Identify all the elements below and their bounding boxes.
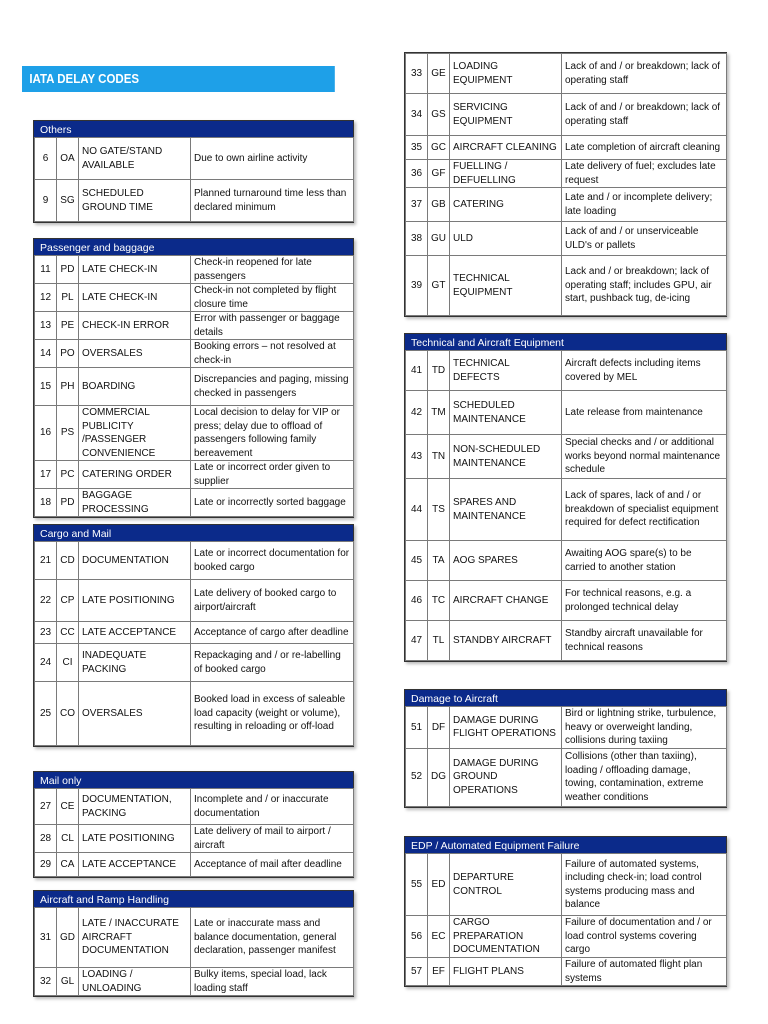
table-row	[406, 222, 727, 256]
delay-description: Lack and / or breakdown; lack of operating staff; includes GPU, air start, pushback tug, de-icing	[562, 256, 727, 316]
delay-number: 51	[406, 707, 428, 749]
delay-name: LATE / INACCURATE AIRCRAFT DOCUMENTATION	[79, 908, 191, 968]
delay-code: PL	[57, 284, 79, 312]
delay-code: GD	[57, 908, 79, 968]
delay-name: INADEQUATE PACKING	[79, 644, 191, 682]
delay-description: Late delivery of booked cargo to airport/aircraft	[191, 580, 354, 622]
delay-code: OA	[57, 138, 79, 180]
delay-code: TM	[428, 391, 450, 435]
delay-description: Lack of and / or unserviceable ULD's or pallets	[562, 222, 727, 256]
delay-code: SG	[57, 180, 79, 222]
delay-number: 45	[406, 541, 428, 581]
delay-name: BAGGAGE PROCESSING	[79, 489, 191, 517]
table-row	[406, 479, 727, 541]
delay-name: DEPARTURE CONTROL	[450, 854, 562, 916]
table-row	[406, 94, 727, 136]
delay-description: Lack of and / or breakdown; lack of operating staff	[562, 54, 727, 94]
delay-number: 21	[35, 542, 57, 580]
delay-name: AIRCRAFT CHANGE	[450, 581, 562, 621]
delay-name: TECHNICAL DEFECTS	[450, 351, 562, 391]
delay-code: CD	[57, 542, 79, 580]
delay-code: GL	[57, 968, 79, 996]
table-row	[35, 284, 354, 312]
section-header: Damage to Aircraft	[405, 690, 726, 706]
delay-code: GS	[428, 94, 450, 136]
delay-number: 9	[35, 180, 57, 222]
table-row	[35, 789, 354, 825]
delay-code: DG	[428, 748, 450, 806]
delay-code: TN	[428, 435, 450, 479]
delay-description: Local decision to delay for VIP or press; delay due to offload of passengers following family bereavement	[191, 406, 354, 461]
delay-code: CI	[57, 644, 79, 682]
table-row	[406, 581, 727, 621]
delay-name: DAMAGE DURING FLIGHT OPERATIONS	[450, 707, 562, 749]
delay-description: Incomplete and / or inaccurate documentation	[191, 789, 354, 825]
delay-number: 17	[35, 461, 57, 489]
delay-name: LATE ACCEPTANCE	[79, 622, 191, 644]
delay-name: BOARDING	[79, 368, 191, 406]
delay-description: Acceptance of mail after deadline	[191, 853, 354, 877]
delay-code-table	[34, 788, 354, 877]
delay-code: CA	[57, 853, 79, 877]
delay-code-table	[34, 541, 354, 746]
table-row	[406, 958, 727, 986]
table-row	[35, 489, 354, 517]
delay-name: DOCUMENTATION	[79, 542, 191, 580]
table-row	[406, 707, 727, 749]
delay-name: LOADING EQUIPMENT	[450, 54, 562, 94]
delay-code-table	[405, 53, 727, 316]
delay-name: TECHNICAL EQUIPMENT	[450, 256, 562, 316]
section-header: Aircraft and Ramp Handling	[34, 891, 353, 907]
delay-name: LATE ACCEPTANCE	[79, 853, 191, 877]
delay-number: 55	[406, 854, 428, 916]
delay-code: GU	[428, 222, 450, 256]
delay-name: SCHEDULED GROUND TIME	[79, 180, 191, 222]
delay-description: Lack of spares, lack of and / or breakdown of specialist equipment required for defect rectification	[562, 479, 727, 541]
delay-number: 41	[406, 351, 428, 391]
table-row	[406, 160, 727, 188]
table-row	[406, 621, 727, 661]
table-row	[35, 542, 354, 580]
section-passenger	[33, 238, 354, 518]
delay-number: 32	[35, 968, 57, 996]
delay-name: SCHEDULED MAINTENANCE	[450, 391, 562, 435]
delay-number: 12	[35, 284, 57, 312]
delay-description: For technical reasons, e.g. a prolonged technical delay	[562, 581, 727, 621]
delay-description: Bulky items, special load, lack loading staff	[191, 968, 354, 996]
delay-code: GE	[428, 54, 450, 94]
delay-code: TC	[428, 581, 450, 621]
delay-description: Late delivery of fuel; excludes late request	[562, 160, 727, 188]
delay-name: LATE POSITIONING	[79, 580, 191, 622]
table-row	[406, 188, 727, 222]
section-edp	[404, 836, 727, 987]
delay-name: COMMERCIAL PUBLICITY /PASSENGER CONVENIENCE	[79, 406, 191, 461]
delay-name: NON-SCHEDULED MAINTENANCE	[450, 435, 562, 479]
delay-description: Bird or lightning strike, turbulence, heavy or overweight landing, collisions during taxiing	[562, 707, 727, 749]
delay-number: 36	[406, 160, 428, 188]
delay-number: 23	[35, 622, 57, 644]
delay-description: Failure of documentation and / or load control systems covering cargo	[562, 916, 727, 958]
delay-number: 13	[35, 312, 57, 340]
delay-name: STANDBY AIRCRAFT	[450, 621, 562, 661]
section-damage	[404, 689, 727, 808]
delay-code: CO	[57, 682, 79, 746]
delay-code-table	[34, 137, 354, 222]
delay-number: 25	[35, 682, 57, 746]
section-header: Passenger and baggage	[34, 239, 353, 255]
table-row	[35, 580, 354, 622]
delay-number: 56	[406, 916, 428, 958]
table-row	[35, 312, 354, 340]
delay-description: Booked load in excess of saleable load capacity (weight or volume), resulting in reloading or off-load	[191, 682, 354, 746]
delay-description: Late or incorrect order given to supplier	[191, 461, 354, 489]
delay-code: PO	[57, 340, 79, 368]
delay-code-table	[405, 350, 727, 661]
table-row	[35, 968, 354, 996]
delay-name: DOCUMENTATION, PACKING	[79, 789, 191, 825]
table-row	[406, 136, 727, 160]
delay-number: 28	[35, 825, 57, 853]
delay-number: 35	[406, 136, 428, 160]
delay-number: 38	[406, 222, 428, 256]
delay-name: LATE CHECK-IN	[79, 284, 191, 312]
table-row	[406, 916, 727, 958]
delay-code: PD	[57, 256, 79, 284]
delay-number: 57	[406, 958, 428, 986]
table-row	[35, 908, 354, 968]
delay-description: Planned turnaround time less than declared minimum	[191, 180, 354, 222]
delay-name: SPARES AND MAINTENANCE	[450, 479, 562, 541]
delay-code: TA	[428, 541, 450, 581]
delay-name: CATERING	[450, 188, 562, 222]
section-header: Mail only	[34, 772, 353, 788]
table-row	[35, 461, 354, 489]
delay-description: Error with passenger or baggage details	[191, 312, 354, 340]
section-header: Others	[34, 121, 353, 137]
delay-number: 14	[35, 340, 57, 368]
delay-name: LATE CHECK-IN	[79, 256, 191, 284]
delay-description: Late and / or incomplete delivery; late loading	[562, 188, 727, 222]
delay-description: Late release from maintenance	[562, 391, 727, 435]
delay-number: 24	[35, 644, 57, 682]
delay-number: 29	[35, 853, 57, 877]
delay-code-table	[34, 907, 354, 996]
delay-name: OVERSALES	[79, 682, 191, 746]
delay-description: Discrepancies and paging, missing checked in passengers	[191, 368, 354, 406]
delay-description: Late delivery of mail to airport / aircraft	[191, 825, 354, 853]
table-row	[35, 853, 354, 877]
section-cargo	[33, 524, 354, 747]
table-row	[35, 340, 354, 368]
delay-code: EC	[428, 916, 450, 958]
section-header: Technical and Aircraft Equipment	[405, 334, 726, 350]
delay-name: CARGO PREPARATION DOCUMENTATION	[450, 916, 562, 958]
delay-name: CATERING ORDER	[79, 461, 191, 489]
delay-name: ULD	[450, 222, 562, 256]
delay-number: 6	[35, 138, 57, 180]
table-row	[35, 180, 354, 222]
section-others	[33, 120, 354, 223]
section-header: EDP / Automated Equipment Failure	[405, 837, 726, 853]
delay-description: Acceptance of cargo after deadline	[191, 622, 354, 644]
delay-number: 52	[406, 748, 428, 806]
delay-description: Booking errors – not resolved at check-in	[191, 340, 354, 368]
table-row	[35, 644, 354, 682]
delay-description: Check-in reopened for late passengers	[191, 256, 354, 284]
delay-code: GT	[428, 256, 450, 316]
delay-code: GC	[428, 136, 450, 160]
delay-number: 27	[35, 789, 57, 825]
delay-number: 15	[35, 368, 57, 406]
table-row	[406, 351, 727, 391]
delay-code: CC	[57, 622, 79, 644]
delay-description: Check-in not completed by flight closure time	[191, 284, 354, 312]
delay-description: Collisions (other than taxiing), loading / offloading damage, towing, contamination, extreme weather conditions	[562, 748, 727, 806]
delay-code: CE	[57, 789, 79, 825]
delay-name: AOG SPARES	[450, 541, 562, 581]
delay-number: 46	[406, 581, 428, 621]
table-row	[35, 256, 354, 284]
delay-name: SERVICING EQUIPMENT	[450, 94, 562, 136]
delay-code: EF	[428, 958, 450, 986]
section-ramp2	[404, 52, 727, 317]
delay-description: Awaiting AOG spare(s) to be carried to another station	[562, 541, 727, 581]
delay-code: DF	[428, 707, 450, 749]
section-mail	[33, 771, 354, 878]
delay-number: 18	[35, 489, 57, 517]
delay-description: Late or incorrect documentation for booked cargo	[191, 542, 354, 580]
delay-number: 16	[35, 406, 57, 461]
delay-description: Special checks and / or additional works beyond normal maintenance schedule	[562, 435, 727, 479]
delay-name: CHECK-IN ERROR	[79, 312, 191, 340]
table-row	[406, 748, 727, 806]
delay-number: 34	[406, 94, 428, 136]
delay-name: LOADING / UNLOADING	[79, 968, 191, 996]
table-row	[406, 435, 727, 479]
table-row	[35, 682, 354, 746]
delay-code: TD	[428, 351, 450, 391]
delay-description: Late completion of aircraft cleaning	[562, 136, 727, 160]
delay-description: Late or incorrectly sorted baggage	[191, 489, 354, 517]
delay-code-table	[405, 853, 727, 986]
delay-description: Aircraft defects including items covered by MEL	[562, 351, 727, 391]
delay-number: 42	[406, 391, 428, 435]
delay-number: 47	[406, 621, 428, 661]
delay-number: 22	[35, 580, 57, 622]
delay-code: CL	[57, 825, 79, 853]
delay-code: PS	[57, 406, 79, 461]
table-row	[406, 541, 727, 581]
delay-description: Lack of and / or breakdown; lack of operating staff	[562, 94, 727, 136]
delay-description: Due to own airline activity	[191, 138, 354, 180]
table-row	[406, 256, 727, 316]
delay-name: AIRCRAFT CLEANING	[450, 136, 562, 160]
section-ramp	[33, 890, 354, 997]
delay-code: PH	[57, 368, 79, 406]
delay-name: DAMAGE DURING GROUND OPERATIONS	[450, 748, 562, 806]
delay-code: TS	[428, 479, 450, 541]
delay-description: Repackaging and / or re-labelling of booked cargo	[191, 644, 354, 682]
table-row	[406, 854, 727, 916]
delay-code: PD	[57, 489, 79, 517]
delay-name: FUELLING / DEFUELLING	[450, 160, 562, 188]
delay-name: LATE POSITIONING	[79, 825, 191, 853]
delay-number: 31	[35, 908, 57, 968]
delay-code: TL	[428, 621, 450, 661]
delay-description: Failure of automated systems, including check-in; load control systems producing mass and balance	[562, 854, 727, 916]
delay-name: OVERSALES	[79, 340, 191, 368]
table-row	[406, 391, 727, 435]
delay-description: Standby aircraft unavailable for technical reasons	[562, 621, 727, 661]
delay-code: PC	[57, 461, 79, 489]
table-row	[35, 406, 354, 461]
delay-number: 43	[406, 435, 428, 479]
delay-code: GB	[428, 188, 450, 222]
table-row	[35, 138, 354, 180]
delay-code-table	[34, 255, 354, 517]
table-row	[406, 54, 727, 94]
delay-name: FLIGHT PLANS	[450, 958, 562, 986]
delay-number: 33	[406, 54, 428, 94]
table-row	[35, 622, 354, 644]
delay-code-table	[405, 706, 727, 807]
table-row	[35, 825, 354, 853]
section-technical	[404, 333, 727, 662]
delay-number: 37	[406, 188, 428, 222]
delay-name: NO GATE/STAND AVAILABLE	[79, 138, 191, 180]
delay-number: 39	[406, 256, 428, 316]
section-header: Cargo and Mail	[34, 525, 353, 541]
delay-code: CP	[57, 580, 79, 622]
page-title: IATA DELAY CODES	[22, 66, 335, 92]
delay-number: 44	[406, 479, 428, 541]
delay-code: PE	[57, 312, 79, 340]
delay-description: Failure of automated flight plan systems	[562, 958, 727, 986]
delay-description: Late or inaccurate mass and balance documentation, general declaration, passenger manifest	[191, 908, 354, 968]
delay-code: GF	[428, 160, 450, 188]
delay-number: 11	[35, 256, 57, 284]
table-row	[35, 368, 354, 406]
delay-code: ED	[428, 854, 450, 916]
